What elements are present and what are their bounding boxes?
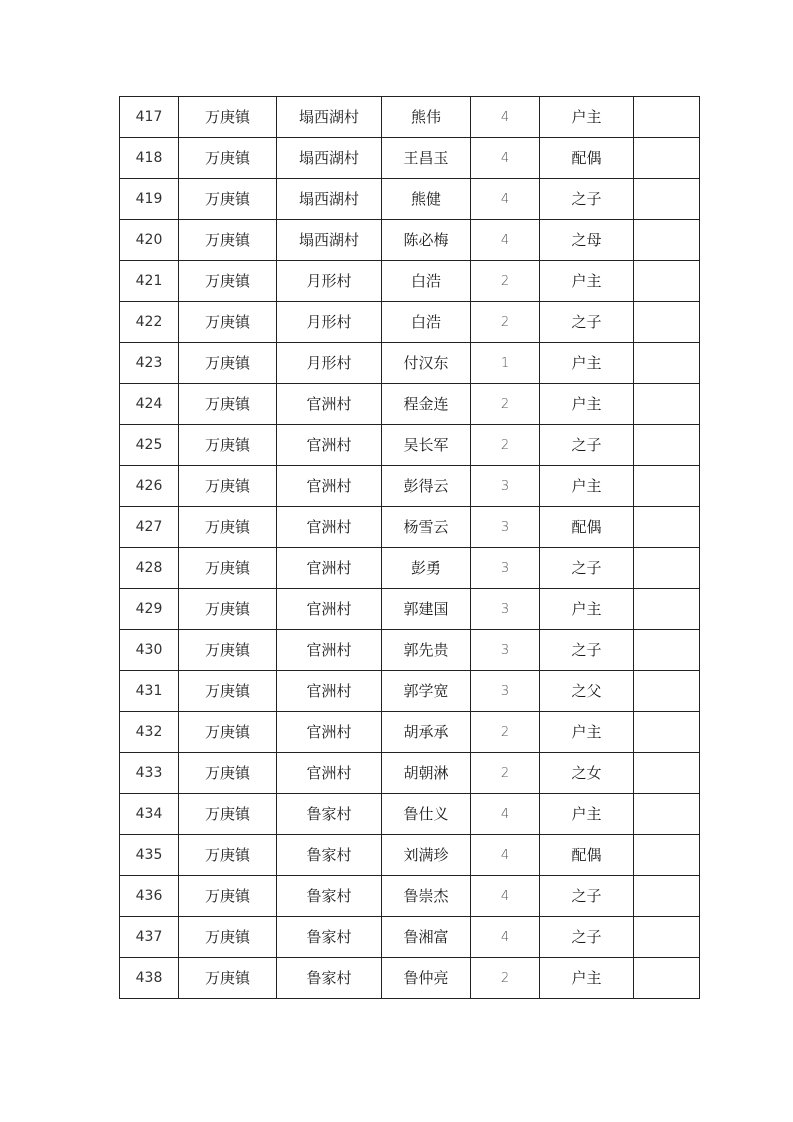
table-row [120,794,700,835]
table-row [120,425,700,466]
table-row [120,466,700,507]
serial-number-cell: 436 [120,876,179,917]
table-row [120,835,700,876]
serial-number-cell: 419 [120,179,179,220]
town-cell: 万庚镇 [179,917,277,958]
remark-cell [634,261,700,302]
household-size-cell: 4 [471,917,540,958]
village-cell: 鲁家村 [277,876,382,917]
table-row [120,548,700,589]
remark-cell [634,220,700,261]
town-cell: 万庚镇 [179,507,277,548]
table-row [120,384,700,425]
town-cell: 万庚镇 [179,220,277,261]
relation-cell: 之子 [540,630,634,671]
serial-number-cell: 437 [120,917,179,958]
table-row [120,917,700,958]
remark-cell [634,712,700,753]
person-name-cell: 吴长军 [382,425,471,466]
town-cell: 万庚镇 [179,179,277,220]
table-row [120,220,700,261]
person-name-cell: 鲁湘富 [382,917,471,958]
household-size-cell: 2 [471,384,540,425]
table-row [120,958,700,999]
serial-number-cell: 429 [120,589,179,630]
table-row [120,138,700,179]
remark-cell [634,343,700,384]
village-cell: 官洲村 [277,466,382,507]
household-size-cell: 3 [471,630,540,671]
household-size-cell: 2 [471,958,540,999]
person-name-cell: 陈必梅 [382,220,471,261]
relation-cell: 户主 [540,958,634,999]
household-size-cell: 4 [471,794,540,835]
village-cell: 官洲村 [277,712,382,753]
person-name-cell: 杨雪云 [382,507,471,548]
town-cell: 万庚镇 [179,548,277,589]
relation-cell: 之子 [540,425,634,466]
village-cell: 官洲村 [277,548,382,589]
relation-cell: 之父 [540,671,634,712]
village-cell: 官洲村 [277,753,382,794]
household-size-cell: 4 [471,179,540,220]
relation-cell: 配偶 [540,835,634,876]
town-cell: 万庚镇 [179,97,277,138]
remark-cell [634,958,700,999]
table-row [120,671,700,712]
household-size-cell: 4 [471,97,540,138]
village-cell: 鲁家村 [277,958,382,999]
town-cell: 万庚镇 [179,302,277,343]
household-size-cell: 4 [471,835,540,876]
remark-cell [634,876,700,917]
table-body [120,97,700,999]
village-cell: 官洲村 [277,507,382,548]
town-cell: 万庚镇 [179,671,277,712]
village-cell: 官洲村 [277,425,382,466]
town-cell: 万庚镇 [179,425,277,466]
remark-cell [634,138,700,179]
remark-cell [634,753,700,794]
person-name-cell: 胡承承 [382,712,471,753]
serial-number-cell: 421 [120,261,179,302]
person-name-cell: 王昌玉 [382,138,471,179]
remark-cell [634,671,700,712]
relation-cell: 之子 [540,876,634,917]
relation-cell: 户主 [540,261,634,302]
relation-cell: 之子 [540,917,634,958]
table-row [120,302,700,343]
town-cell: 万庚镇 [179,589,277,630]
person-name-cell: 郭建国 [382,589,471,630]
household-size-cell: 3 [471,466,540,507]
person-name-cell: 胡朝淋 [382,753,471,794]
serial-number-cell: 431 [120,671,179,712]
serial-number-cell: 417 [120,97,179,138]
household-size-cell: 2 [471,302,540,343]
serial-number-cell: 422 [120,302,179,343]
village-cell: 塌西湖村 [277,179,382,220]
person-name-cell: 熊伟 [382,97,471,138]
relation-cell: 之母 [540,220,634,261]
relation-cell: 户主 [540,97,634,138]
village-cell: 官洲村 [277,630,382,671]
table-row [120,507,700,548]
remark-cell [634,302,700,343]
town-cell: 万庚镇 [179,261,277,302]
town-cell: 万庚镇 [179,835,277,876]
person-name-cell: 彭得云 [382,466,471,507]
relation-cell: 配偶 [540,507,634,548]
town-cell: 万庚镇 [179,466,277,507]
remark-cell [634,630,700,671]
person-name-cell: 鲁仕义 [382,794,471,835]
person-name-cell: 刘满珍 [382,835,471,876]
town-cell: 万庚镇 [179,794,277,835]
town-cell: 万庚镇 [179,384,277,425]
town-cell: 万庚镇 [179,753,277,794]
remark-cell [634,97,700,138]
town-cell: 万庚镇 [179,712,277,753]
relation-cell: 户主 [540,712,634,753]
household-size-cell: 1 [471,343,540,384]
remark-cell [634,794,700,835]
table-row [120,712,700,753]
table-row [120,589,700,630]
remark-cell [634,425,700,466]
household-size-cell: 2 [471,753,540,794]
person-name-cell: 鲁仲亮 [382,958,471,999]
town-cell: 万庚镇 [179,876,277,917]
village-cell: 官洲村 [277,671,382,712]
table-row [120,343,700,384]
household-size-cell: 3 [471,507,540,548]
village-cell: 月形村 [277,302,382,343]
serial-number-cell: 423 [120,343,179,384]
table-row [120,753,700,794]
village-cell: 塌西湖村 [277,97,382,138]
remark-cell [634,917,700,958]
serial-number-cell: 428 [120,548,179,589]
relation-cell: 户主 [540,466,634,507]
household-size-cell: 2 [471,261,540,302]
person-name-cell: 白浩 [382,302,471,343]
village-cell: 鲁家村 [277,917,382,958]
household-size-cell: 3 [471,589,540,630]
table-row [120,261,700,302]
relation-cell: 户主 [540,343,634,384]
table-row [120,179,700,220]
serial-number-cell: 425 [120,425,179,466]
serial-number-cell: 438 [120,958,179,999]
table-row [120,876,700,917]
relation-cell: 配偶 [540,138,634,179]
person-name-cell: 郭先贵 [382,630,471,671]
relation-cell: 户主 [540,794,634,835]
remark-cell [634,507,700,548]
person-name-cell: 付汉东 [382,343,471,384]
person-name-cell: 熊健 [382,179,471,220]
person-name-cell: 白浩 [382,261,471,302]
table-row [120,97,700,138]
remark-cell [634,384,700,425]
village-cell: 塌西湖村 [277,138,382,179]
village-cell: 官洲村 [277,589,382,630]
relation-cell: 之子 [540,548,634,589]
town-cell: 万庚镇 [179,343,277,384]
remark-cell [634,466,700,507]
village-cell: 塌西湖村 [277,220,382,261]
town-cell: 万庚镇 [179,630,277,671]
relation-cell: 之子 [540,302,634,343]
remark-cell [634,179,700,220]
remark-cell [634,589,700,630]
household-size-cell: 2 [471,712,540,753]
serial-number-cell: 420 [120,220,179,261]
serial-number-cell: 427 [120,507,179,548]
village-cell: 月形村 [277,261,382,302]
person-name-cell: 郭学宽 [382,671,471,712]
town-cell: 万庚镇 [179,138,277,179]
remark-cell [634,835,700,876]
household-size-cell: 4 [471,220,540,261]
village-cell: 鲁家村 [277,794,382,835]
village-cell: 鲁家村 [277,835,382,876]
serial-number-cell: 430 [120,630,179,671]
serial-number-cell: 434 [120,794,179,835]
person-name-cell: 鲁崇杰 [382,876,471,917]
serial-number-cell: 433 [120,753,179,794]
serial-number-cell: 432 [120,712,179,753]
serial-number-cell: 418 [120,138,179,179]
household-size-cell: 2 [471,425,540,466]
household-size-cell: 4 [471,876,540,917]
person-name-cell: 程金连 [382,384,471,425]
household-size-cell: 3 [471,671,540,712]
relation-cell: 之子 [540,179,634,220]
town-cell: 万庚镇 [179,958,277,999]
household-size-cell: 3 [471,548,540,589]
serial-number-cell: 426 [120,466,179,507]
household-table [119,96,700,999]
serial-number-cell: 435 [120,835,179,876]
relation-cell: 户主 [540,589,634,630]
village-cell: 官洲村 [277,384,382,425]
person-name-cell: 彭勇 [382,548,471,589]
relation-cell: 户主 [540,384,634,425]
relation-cell: 之女 [540,753,634,794]
household-size-cell: 4 [471,138,540,179]
table-row [120,630,700,671]
serial-number-cell: 424 [120,384,179,425]
village-cell: 月形村 [277,343,382,384]
remark-cell [634,548,700,589]
